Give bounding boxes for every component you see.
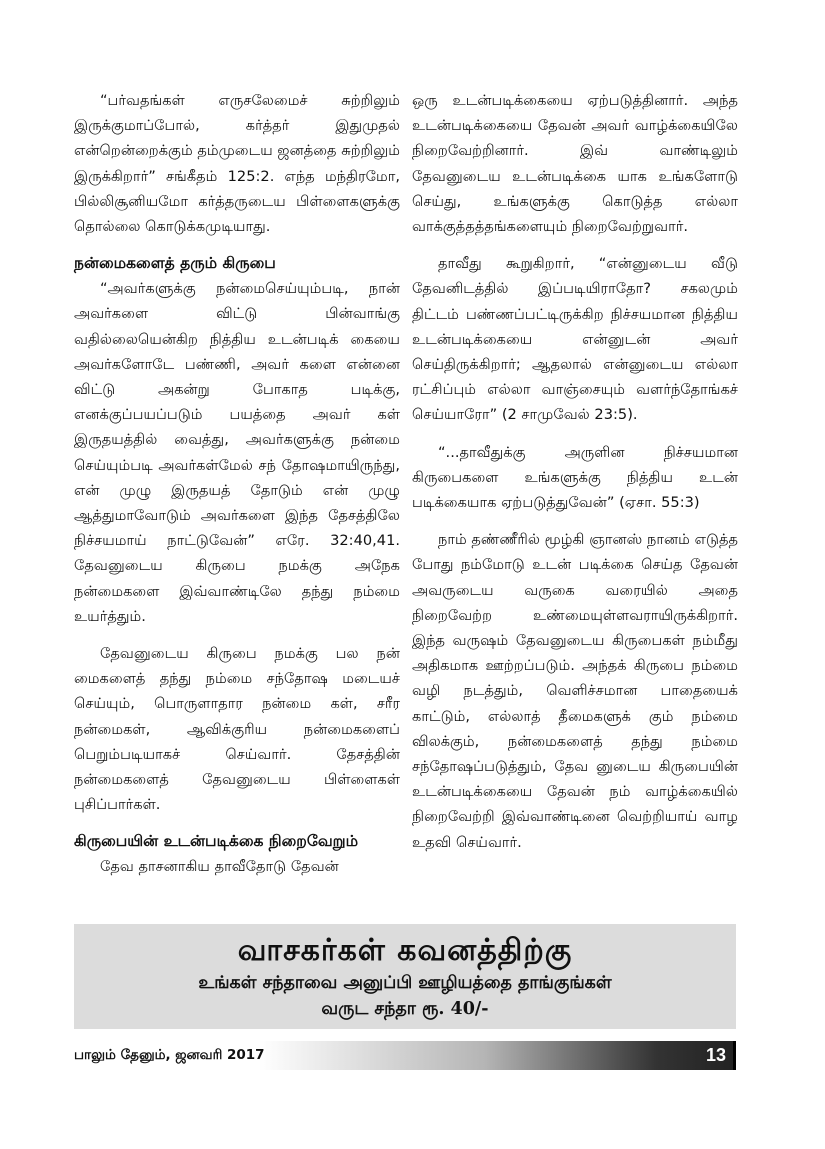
left-paragraph-2: “அவர்களுக்கு நன்மைசெய்யும்படி, நான் அவர்களை விட்டு பின்வாங்கு வதில்லையென்கிற நித்திய உடன்படிக் கையை அவர்களோடே பண்ணி, அவர் களை என்னை விட்டு அகன்று போகாத படிக்கு, எனக்குப்பயப்படும் பயத்தை அவர் கள் இருதயத்தில் வைத்து, அவர்களுக்கு நன்மை செய்யும்படி அவர்கள்மேல் சந் தோஷமாயிருந்து, என் முழு இருதயத் தோடும் என் முழு ஆத்துமாவோடும் அவர்களை இந்த தேசத்திலே நிச்சயமாய் நாட்டுவேன்” எரே. 32:40,41. தேவனுடைய கிருபை நமக்கு அநேக நன்மைகளை இவ்வாண்டிலே தந்து நம்மை உயர்த்தும்.: [74, 280, 400, 625]
page-footer: [74, 1041, 736, 1070]
banner-line-2: வருட சந்தா ரூ. 40/-: [321, 999, 489, 1019]
section-heading-covenant: கிருபையின் உடன்படிக்கை நிறைவேறும்: [74, 832, 359, 851]
page-number: 13: [705, 1045, 726, 1065]
footer-publication: பாலும் தேனும், ஜனவரி 2017: [74, 1047, 265, 1063]
subscription-banner: [74, 924, 736, 1029]
right-paragraph-2: தாவீது கூறுகிறார், “என்னுடைய வீடு தேவனிடத்தில் இப்படியிராதோ? சகலமும் திட்டம் பண்ணப்பட்டிருக்கிற நிச்சயமான நித்திய உடன்படிக்கையை என்னுடன் அவர் செய்திருக்கிறார்; ஆதலால் என்னுடைய எல்லா ரட்சிப்பும் எல்லா வாஞ்சையும் வளர்ந்தோங்கச் செய்யாரோ” (2 சாமுவேல் 23:5).: [412, 255, 738, 424]
left-paragraph-1: “பர்வதங்கள் எருசலேமைச் சுற்றிலும் இருக்குமாப்போல், கர்த்தர் இதுமுதல் என்றென்றைக்கும் தம்முடைய ஜனத்தை சுற்றிலும் இருக்கிறார்” சங்கீதம் 125:2. எந்த மந்திரமோ, பில்லிசூனியமோ கர்த்தருடைய பிள்ளைகளுக்கு தொல்லை கொடுக்கமுடியாது.: [74, 92, 400, 236]
left-paragraph-4: தேவ தாசனாகிய தாவீதோடு தேவன்: [100, 858, 339, 876]
banner-title: வாசகர்கள் கவனத்திற்கு: [237, 933, 573, 968]
right-paragraph-1: ஒரு உடன்படிக்கையை ஏற்படுத்தினார். அந்த உடன்படிக்கையை தேவன் அவர் வாழ்க்கையிலே நிறைவேற்றினார். இவ் வாண்டிலும் தேவனுடைய உடன்படிக்கை யாக உங்களோடு செய்து, உங்களுக்கு கொடுத்த எல்லா வாக்குத்தத்தங்களையும் நிறைவேற்றுவார்.: [412, 92, 738, 236]
footer-edge-bar: [733, 1041, 736, 1070]
banner-line-1: உங்கள் சந்தாவை அனுப்பி ஊழியத்தை தாங்குங்கள்: [198, 973, 612, 993]
left-column: [74, 88, 400, 880]
right-column: [412, 88, 738, 855]
right-paragraph-4: நாம் தண்ணீரில் மூழ்கி ஞானஸ் நானம் எடுத்த போது நம்மோடு உடன் படிக்கை செய்த தேவன் அவருடைய வருகை வரையில் அதை நிறைவேற்ற உண்மையுள்ளவராயிருக்கிறார். இந்த வருஷம் தேவனுடைய கிருபைகள் நம்மீது அதிகமாக ஊற்றப்படும். அந்தக் கிருபை நம்மை வழி நடத்தும், வெளிச்சமான பாதையைக் காட்டும், எல்லாத் தீமைகளுக் கும் நம்மை விலக்கும், நன்மைகளைத் தந்து நம்மை சந்தோஷப்படுத்தும், தேவ னுடைய கிருபையின் உடன்படிக்கையை தேவன் நம் வாழ்க்கையில் நிறைவேற்றி இவ்வாண்டினை வெற்றியாய் வாழ உதவி செய்வார்.: [412, 531, 738, 851]
left-paragraph-3: தேவனுடைய கிருபை நமக்கு பல நன் மைகளைத் தந்து நம்மை சந்தோஷ மடையச் செய்யும், பொருளாதார நன்மை கள், சரீர நன்மைகள், ஆவிக்குரிய நன்மைகளைப் பெறும்படியாகச் செய்வார். தேசத்தின் நன்மைகளைத் தேவனுடைய பிள்ளைகள் புசிப்பார்கள்.: [74, 645, 400, 814]
right-paragraph-3: “...தாவீதுக்கு அருளின நிச்சயமான கிருபைகளை உங்களுக்கு நித்திய உடன் படிக்கையாக ஏற்படுத்துவேன்” (ஏசா. 55:3): [412, 443, 738, 512]
section-heading-grace-goodness: நன்மைகளைத் தரும் கிருபை: [74, 254, 276, 273]
